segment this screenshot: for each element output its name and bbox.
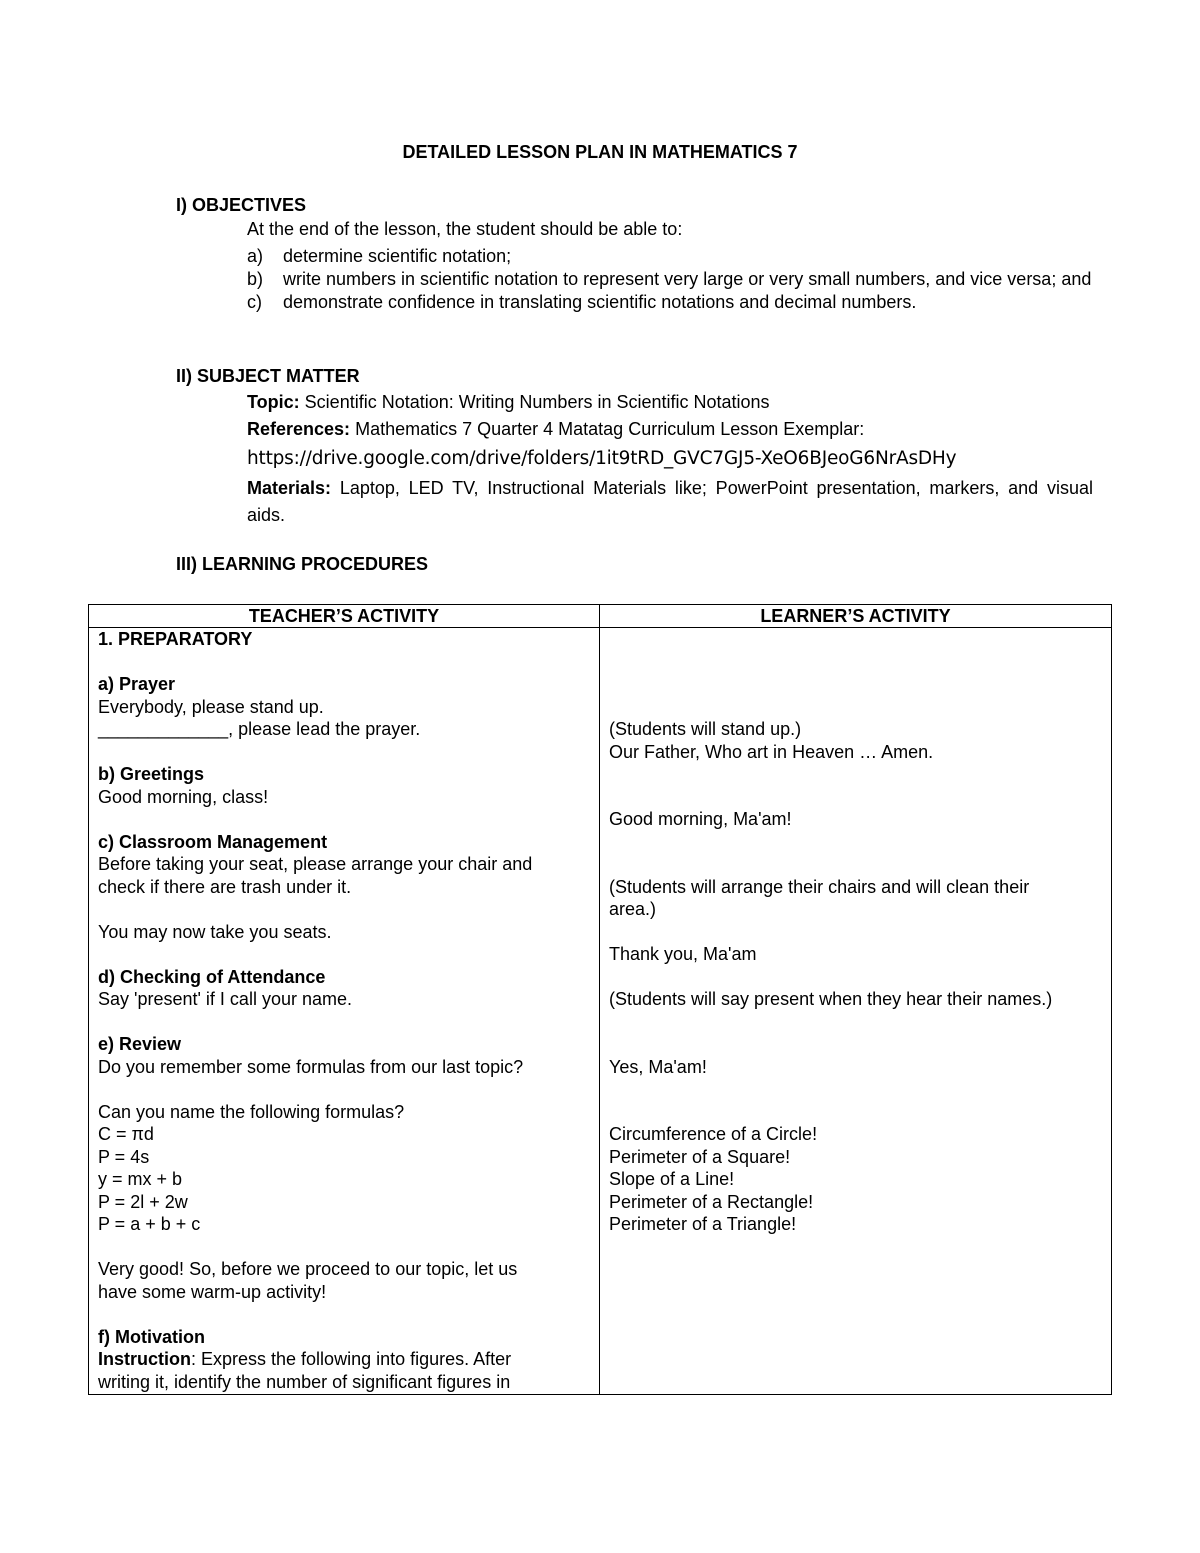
teacher-line: Good morning, class! <box>98 786 269 807</box>
teacher-line: check if there are trash under it. <box>98 876 352 897</box>
learner-line: (Students will stand up.) <box>609 719 802 739</box>
formula-item: C = πd <box>98 1124 154 1144</box>
materials-label: Materials: <box>247 478 332 498</box>
objectives-list <box>247 245 1093 314</box>
learner-line: Yes, Ma'am! <box>609 1056 707 1077</box>
topic-value: Scientific Notation: Writing Numbers in Scientific Notations <box>304 392 770 412</box>
references-label: References: <box>247 419 351 439</box>
objective-item <box>247 268 1093 291</box>
learner-line: Good morning, Ma'am! <box>609 809 792 829</box>
learner-line: Thank you, Ma'am <box>609 944 757 964</box>
objectives-intro: At the end of the lesson, the student should be able to: <box>247 219 683 239</box>
learner-answer: Circumference of a Circle! <box>609 1124 818 1144</box>
learner-line: (Students will arrange their chairs and will clean their <box>609 876 1030 897</box>
formula-item: P = 2l + 2w <box>98 1191 188 1212</box>
instruction-line <box>98 1348 590 1371</box>
objective-text: determine scientific notation; <box>283 246 512 266</box>
teacher-line: have some warm-up activity! <box>98 1281 327 1302</box>
learner-line: area.) <box>609 899 657 919</box>
formula-item: y = mx + b <box>98 1169 183 1189</box>
objective-item <box>247 245 1093 268</box>
instruction-text: : Express the following into figures. After <box>191 1349 512 1369</box>
learner-line: (Students will say present when they hear their names.) <box>609 989 1053 1009</box>
preparatory-heading: 1. PREPARATORY <box>98 629 253 649</box>
objective-letter: a) <box>247 246 264 266</box>
learner-answer: Perimeter of a Rectangle! <box>609 1191 814 1212</box>
objective-text: write numbers in scientific notation to represent very large or very small numbers, and vice versa; and <box>283 269 1092 289</box>
attendance-heading: d) Checking of Attendance <box>98 966 326 987</box>
learner-activity-cell <box>600 628 1112 1395</box>
prayer-heading: a) Prayer <box>98 674 176 694</box>
greetings-heading: b) Greetings <box>98 764 205 784</box>
references-value: Mathematics 7 Quarter 4 Matatag Curriculum Lesson Exemplar: <box>355 419 865 439</box>
objective-text: demonstrate confidence in translating scientific notations and decimal numbers. <box>283 292 917 312</box>
objectives-heading: I) OBJECTIVES <box>176 195 307 215</box>
table-header-row <box>89 605 1112 628</box>
learner-line: Our Father, Who art in Heaven … Amen. <box>609 741 934 762</box>
page-title: DETAILED LESSON PLAN IN MATHEMATICS 7 <box>402 142 798 162</box>
subject-matter-block <box>247 389 1093 529</box>
materials-line <box>247 475 1093 529</box>
subject-matter-heading: II) SUBJECT MATTER <box>176 366 360 386</box>
teacher-line: writing it, identify the number of significant figures in <box>98 1371 511 1392</box>
objective-item <box>247 291 1093 314</box>
learner-answer: Perimeter of a Square! <box>609 1146 791 1167</box>
learner-answer: Slope of a Line! <box>609 1169 735 1189</box>
formula-item: P = a + b + c <box>98 1214 201 1234</box>
formula-item: P = 4s <box>98 1146 150 1167</box>
learner-activity-header: LEARNER’S ACTIVITY <box>600 605 1112 628</box>
references-line <box>247 416 1093 443</box>
materials-value: Laptop, LED TV, Instructional Materials like; PowerPoint presentation, markers, and visual aids. <box>247 478 1093 525</box>
motivation-heading: f) Motivation <box>98 1326 205 1347</box>
topic-line <box>247 389 1093 416</box>
learner-answer: Perimeter of a Triangle! <box>609 1214 797 1234</box>
teacher-activity-header: TEACHER’S ACTIVITY <box>89 605 600 628</box>
teacher-line: _____________, please lead the prayer. <box>98 719 421 739</box>
objective-letter: c) <box>247 292 262 312</box>
instruction-label: Instruction <box>98 1349 191 1369</box>
references-link[interactable]: https://drive.google.com/drive/folders/1it9tRD_GVC7GJ5-XeO6BJeoG6NrAsDHy <box>247 448 957 469</box>
procedures-heading: III) LEARNING PROCEDURES <box>176 554 429 574</box>
teacher-line: Before taking your seat, please arrange your chair and <box>98 854 533 874</box>
teacher-line: Say 'present' if I call your name. <box>98 989 352 1009</box>
teacher-line: Do you remember some formulas from our last topic? <box>98 1056 524 1077</box>
teacher-line: Can you name the following formulas? <box>98 1101 405 1122</box>
teacher-line: You may now take you seats. <box>98 921 332 942</box>
objective-letter: b) <box>247 269 264 289</box>
classroom-management-heading: c) Classroom Management <box>98 831 328 852</box>
review-heading: e) Review <box>98 1034 182 1054</box>
teacher-line: Everybody, please stand up. <box>98 696 324 717</box>
table-row <box>89 628 1112 1395</box>
teacher-activity-cell <box>89 628 600 1395</box>
topic-label: Topic: <box>247 392 300 412</box>
lesson-procedure-table <box>88 604 1112 1395</box>
teacher-line: Very good! So, before we proceed to our topic, let us <box>98 1259 518 1279</box>
